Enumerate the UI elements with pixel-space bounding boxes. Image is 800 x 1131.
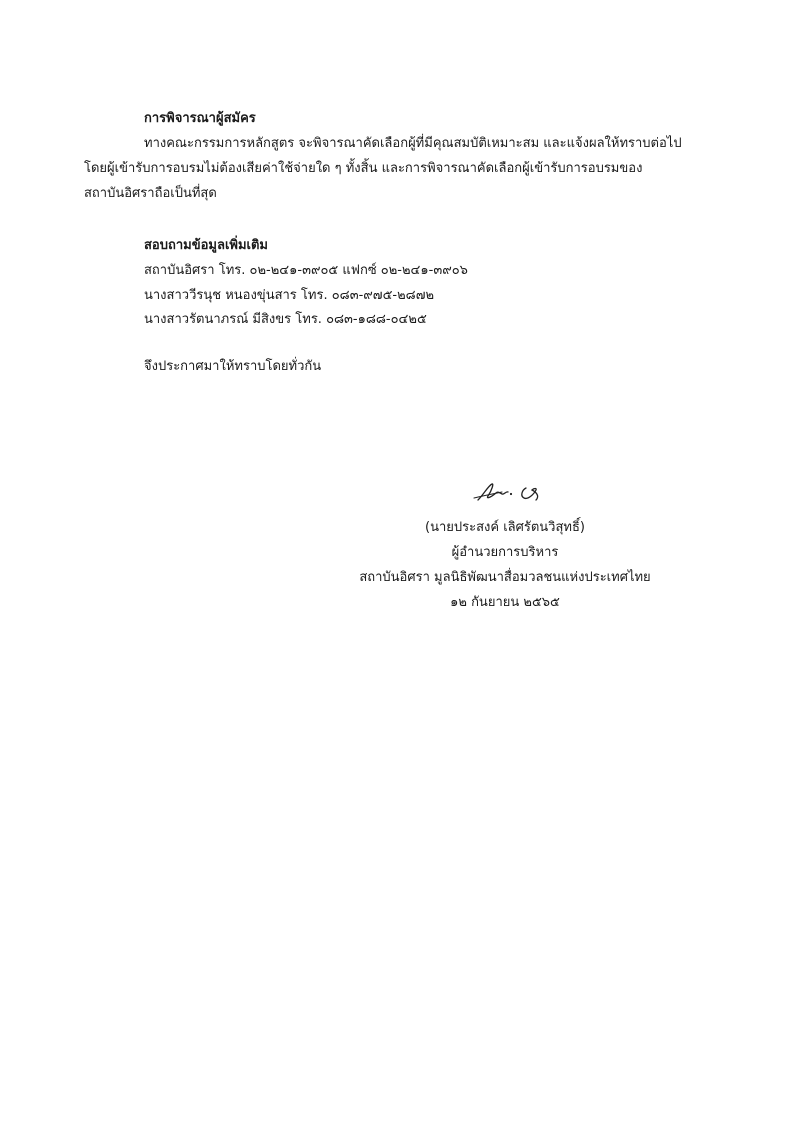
signatory-organization: สถาบันอิศรา มูลนิธิพัฒนาสื่อมวลชนแห่งประเทศไทย [359, 570, 651, 585]
signatory-position: ผู้อำนวยการบริหาร [451, 545, 559, 560]
contact-person-1: นางสาววีรนุช หนองขุ่นสาร โทร. ๐๘๓-๙๗๕-๒๘๗๒ [144, 288, 435, 303]
consideration-line-1: ทางคณะกรรมการหลักสูตร จะพิจารณาคัดเลือกผู้ที่มีคุณสมบัติเหมาะสม และแจ้งผลให้ทราบต่อไป [144, 136, 682, 151]
consideration-heading: การพิจารณาผู้สมัคร [144, 111, 256, 126]
signatory-name: (นายประสงค์ เลิศรัตนวิสุทธิ์) [425, 520, 585, 535]
signature-block [340, 476, 670, 616]
consideration-line-2: โดยผู้เข้ารับการอบรมไม่ต้องเสียค่าใช้จ่ายใด ๆ ทั้งสิ้น และการพิจารณาคัดเลือกผู้เข้ารับการอบรมของ [84, 161, 643, 176]
contact-institute: สถาบันอิศรา โทร. ๐๒-๒๔๑-๓๙๐๕ แฟกซ์ ๐๒-๒๔๑-๓๙๐๖ [144, 263, 468, 278]
contact-person-2: นางสาวรัตนาภรณ์ มีสิงขร โทร. ๐๘๓-๑๘๘-๐๔๒๕ [144, 312, 427, 327]
announcement-text: จึงประกาศมาให้ทราบโดยทั่วกัน [144, 359, 322, 374]
document-date: ๑๒ กันยายน ๒๕๖๕ [450, 595, 560, 610]
handwritten-signature-icon [470, 476, 560, 506]
consideration-line-3: สถาบันอิศราถือเป็นที่สุด [84, 186, 217, 201]
inquiry-heading: สอบถามข้อมูลเพิ่มเติม [144, 238, 269, 253]
